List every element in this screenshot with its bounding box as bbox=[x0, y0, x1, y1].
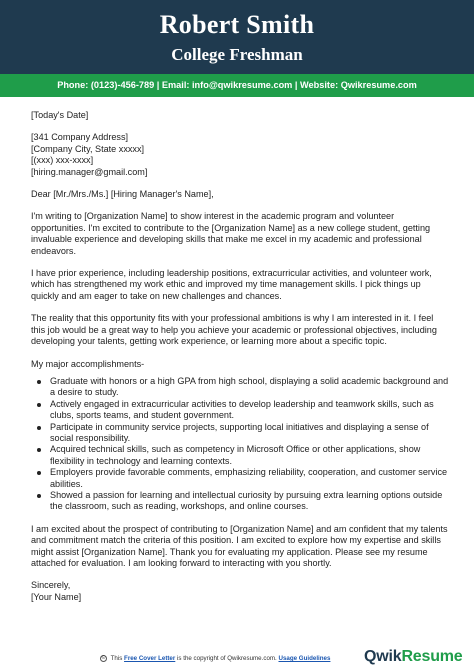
usage-guidelines-link[interactable]: Usage Guidelines bbox=[278, 655, 331, 663]
list-item: Showed a passion for learning and intellectual curiosity by pursuing extra learning options outside the classroom, such as reading, workshops, and online courses. bbox=[31, 490, 449, 513]
salutation-text: Dear [Mr./Mrs./Ms.] [Hiring Manager's Name], bbox=[31, 189, 214, 200]
accomplishments-heading-text: My major accomplishments- bbox=[31, 358, 145, 369]
address-line: [Company City, State xxxxx] bbox=[31, 143, 145, 154]
contact-bar: Phone: (0123)-456-789 | Email: info@qwikresume.com | Website: Qwikresume.com bbox=[0, 74, 474, 97]
list-item: Employers provide favorable comments, emphasizing reliability, cooperation, and customer service abilities. bbox=[31, 467, 449, 490]
list-item: Graduate with honors or a high GPA from high school, displaying a solid academic background and a desire to study. bbox=[31, 376, 449, 399]
footer-prefix: This bbox=[110, 655, 123, 663]
footer-middle: is the copyright of Qwikresume.com. bbox=[177, 655, 277, 663]
applicant-role: College Freshman bbox=[171, 45, 303, 64]
letter-body bbox=[31, 110, 449, 614]
letter-date bbox=[31, 110, 449, 121]
signature-text: [Your Name] bbox=[31, 591, 82, 602]
list-item: Actively engaged in extracurricular activities to develop leadership and teamwork skills, such as clubs, sports teams, and student government. bbox=[31, 399, 449, 422]
salutation bbox=[31, 189, 449, 200]
free-cover-letter-link[interactable]: Free Cover Letter bbox=[124, 655, 176, 663]
paragraph-experience: I have prior experience, including leadership positions, extracurricular activities, and volunteer work, which has strengthened my work ethic and improved my time management skills. I pick things up quickly and am eager to take on new challenges and chances. bbox=[31, 268, 432, 301]
copyright-icon: © bbox=[101, 655, 106, 661]
logo-qwik: Qwik bbox=[364, 648, 402, 665]
copyright-notice bbox=[100, 655, 330, 662]
letter-header bbox=[0, 0, 474, 74]
recipient-address bbox=[31, 132, 449, 178]
accomplishments-list bbox=[31, 376, 449, 513]
address-line: [hiring.manager@gmail.com] bbox=[31, 166, 148, 177]
qwikresume-logo bbox=[364, 648, 463, 666]
paragraph-motivation: The reality that this opportunity fits with your professional ambitions is why I am interested in it. I feel this job would be a great way to help you achieve your academic or professional objectives, including developing your talents, getting work experience, or learning more about a specific topic. bbox=[31, 313, 437, 347]
closing-text: Sincerely, bbox=[31, 580, 71, 591]
list-item: Acquired technical skills, such as competency in Microsoft Office or other applications, show flexibility in technology and learning contexts. bbox=[31, 444, 449, 467]
list-item: Participate in community service projects, supporting local initiatives and displaying a sense of social responsibility. bbox=[31, 422, 449, 445]
address-line: [(xxx) xxx-xxxx] bbox=[31, 155, 94, 166]
accomplishments-heading bbox=[31, 359, 449, 370]
signoff bbox=[31, 580, 449, 603]
address-line: [341 Company Address] bbox=[31, 132, 129, 143]
paragraph-intro: I'm writing to [Organization Name] to show interest in the academic program and volunteer opportunities. I'm excited to contribute to the [Organization Name] as a new college student, getting invaluable experience and developing skills that make me excel in my academic and professional endeavors. bbox=[31, 211, 431, 256]
page-footer bbox=[0, 648, 474, 670]
date-text: [Today's Date] bbox=[31, 110, 89, 120]
logo-resume: Resume bbox=[401, 648, 463, 665]
paragraph-closing: I am excited about the prospect of contributing to [Organization Name] and am confident that my talents and commitment match the criteria of this position. I am excited to explore how my expertise and skills might assist [Organization Name]. Thank you for evaluating my application. Please see my resume attached for evaluation. I am looking forward to interacting with you shortly. bbox=[31, 523, 448, 568]
applicant-name: Robert Smith bbox=[159, 10, 315, 39]
